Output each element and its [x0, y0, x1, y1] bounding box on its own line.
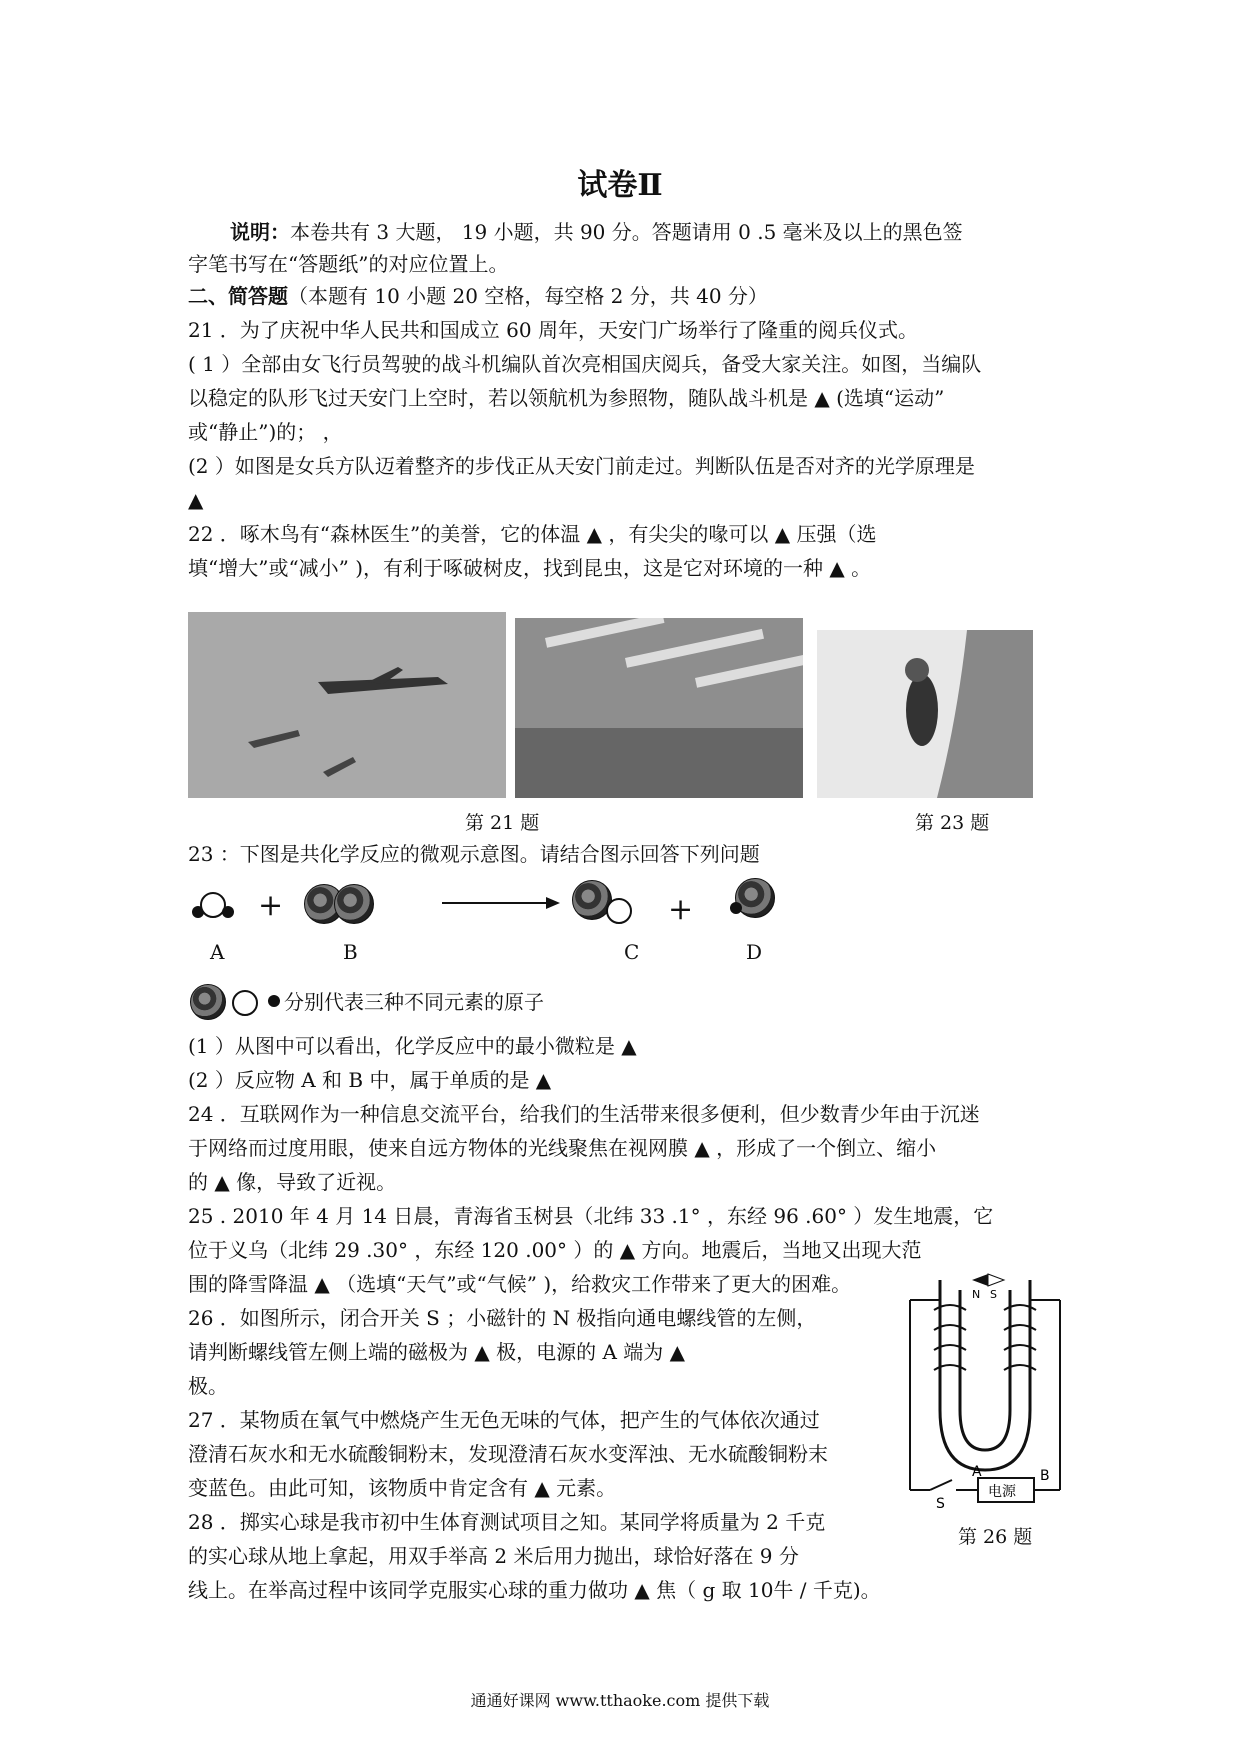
question-line: 22 ．啄木鸟有“森林医生”的美誉，它的体温 ▲ ，有尖尖的喙可以 ▲ 压强（选: [188, 522, 877, 546]
question-line: 21 ．为了庆祝中华人民共和国成立 60 周年，天安门广场举行了隆重的阅兵仪式。: [188, 318, 918, 342]
jets-illustration: [188, 612, 506, 798]
switch-label: S: [936, 1496, 945, 1510]
fighter-jets-photo: [188, 612, 506, 798]
patterned-atom: [334, 884, 374, 924]
question-line: 27 ．某物质在氧气中燃烧产生无色无味的气体，把产生的气体依次通过: [188, 1408, 820, 1432]
question-line: (1 ）从图中可以看出，化学反应中的最小微粒是 ▲: [188, 1034, 637, 1058]
black-atom: [268, 995, 280, 1007]
black-atom: [222, 906, 234, 918]
note-label: 说明：: [230, 220, 290, 244]
plus-sign: +: [668, 892, 694, 927]
note-text: 本卷共有 3 大题， 19 小题，共 90 分。答题请用 0 .5 毫米及以上的黑色签: [290, 220, 963, 244]
question-line: 28 ．掷实心球是我市初中生体育测试项目之知。某同学将质量为 2 千克: [188, 1510, 826, 1534]
section-heading: [188, 282, 768, 310]
question-line: (2 ）如图是女兵方队迈着整齐的步伐正从天安门前走过。判断队伍是否对齐的光学原理是: [188, 454, 975, 478]
patterned-atom: [735, 878, 775, 918]
plus-sign: +: [258, 888, 284, 923]
question-line: 25 . 2010 年 4 月 14 日晨，青海省玉树县（北纬 33 .1° ，东经 96 .60° ）发生地震，它: [188, 1204, 994, 1228]
legend-text: 分别代表三种不同元素的原子: [284, 990, 544, 1014]
label-a: A: [210, 940, 225, 964]
black-atom: [730, 902, 742, 914]
question-line: ▲: [188, 488, 204, 512]
q23-intro: 23 ：下图是共化学反应的微观示意图。请结合图示回答下列问题: [188, 842, 760, 866]
question-line: 变蓝色。由此可知，该物质中肯定含有 ▲ 元素。: [188, 1476, 617, 1500]
question-line: 于网络而过度用眼，使来自远方物体的光线聚焦在视网膜 ▲ ，形成了一个倒立、缩小: [188, 1136, 937, 1160]
question-line: 围的降雪降温 ▲ （选填“天气”或“气候” )，给救灾工作带来了更大的困难。: [188, 1272, 852, 1296]
terminal-b-label: B: [1040, 1468, 1050, 1484]
question-line: 24 ．互联网作为一种信息交流平台，给我们的生活带来很多便利，但少数青少年由于沉迷: [188, 1102, 980, 1126]
question-line: 澄清石灰水和无水硫酸铜粉末，发现澄清石灰水变浑浊、无水硫酸铜粉末: [188, 1442, 828, 1466]
question-line: (2 ）反应物 A 和 B 中，属于单质的是 ▲: [188, 1068, 552, 1092]
s-pole-label: S: [990, 1288, 997, 1301]
question-line: 填“增大”或“减小” )，有利于啄破树皮，找到昆虫，这是它对环境的一种 ▲ 。: [188, 556, 872, 580]
label-d: D: [746, 940, 763, 964]
page-title: 试卷Ⅱ: [577, 168, 663, 203]
soldiers-illustration: [515, 618, 803, 798]
caption-q26: 第 26 题: [958, 1526, 1033, 1548]
terminal-a-label: A: [972, 1464, 982, 1480]
question-line: 请判断螺线管左侧上端的磁极为 ▲ 极，电源的 A 端为 ▲: [188, 1340, 685, 1364]
power-label: 电源: [988, 1484, 1016, 1500]
caption-q21: 第 21 题: [465, 812, 540, 834]
section-label: 二、简答题: [188, 284, 288, 308]
page-footer: 通通好课网 www.tthaoke.com 提供下载: [470, 1691, 770, 1710]
white-atom: [232, 990, 258, 1016]
n-pole-label: N: [972, 1288, 981, 1301]
solenoid-circuit-diagram: [900, 1270, 1070, 1510]
question-line: 26 ．如图所示，闭合开关 S ；小磁针的 N 极指向通电螺线管的左侧，: [188, 1306, 817, 1330]
question-line: 或“静止”)的； ，: [188, 420, 343, 444]
woodpecker-photo: [817, 630, 1033, 798]
marching-soldiers-photo: [515, 618, 803, 798]
question-line: 极。: [188, 1374, 228, 1398]
note-line-1: [230, 218, 963, 246]
question-line: 的 ▲ 像，导致了近视。: [188, 1170, 397, 1194]
label-b: B: [343, 940, 358, 964]
question-line: 的实心球从地上拿起，用双手举高 2 米后用力抛出，球恰好落在 9 分: [188, 1544, 799, 1568]
caption-q23: 第 23 题: [915, 812, 990, 834]
note-line-2: 字笔书写在“答题纸”的对应位置上。: [188, 252, 509, 276]
woodpecker-illustration: [817, 630, 1033, 798]
patterned-atom: [190, 984, 226, 1020]
section-text: （本题有 10 小题 20 空格，每空格 2 分，共 40 分）: [288, 284, 768, 308]
label-c: C: [624, 940, 640, 964]
reaction-arrow: [442, 895, 562, 911]
white-atom: [606, 898, 632, 924]
question-line: 位于义乌（北纬 29 .30° ，东经 120 .00° ）的 ▲ 方向。地震后，当地又出现大范: [188, 1238, 922, 1262]
question-line: 线上。在举高过程中该同学克服实心球的重力做功 ▲ 焦（ g 取 10牛 / 千克)。: [188, 1578, 881, 1602]
question-line: 以稳定的队形飞过天安门上空时，若以领航机为参照物，随队战斗机是 ▲ (选填“运动”: [188, 386, 945, 410]
question-line: ( 1 ）全部由女飞行员驾驶的战斗机编队首次亮相国庆阅兵，备受大家关注。如图，当编队: [188, 352, 982, 376]
